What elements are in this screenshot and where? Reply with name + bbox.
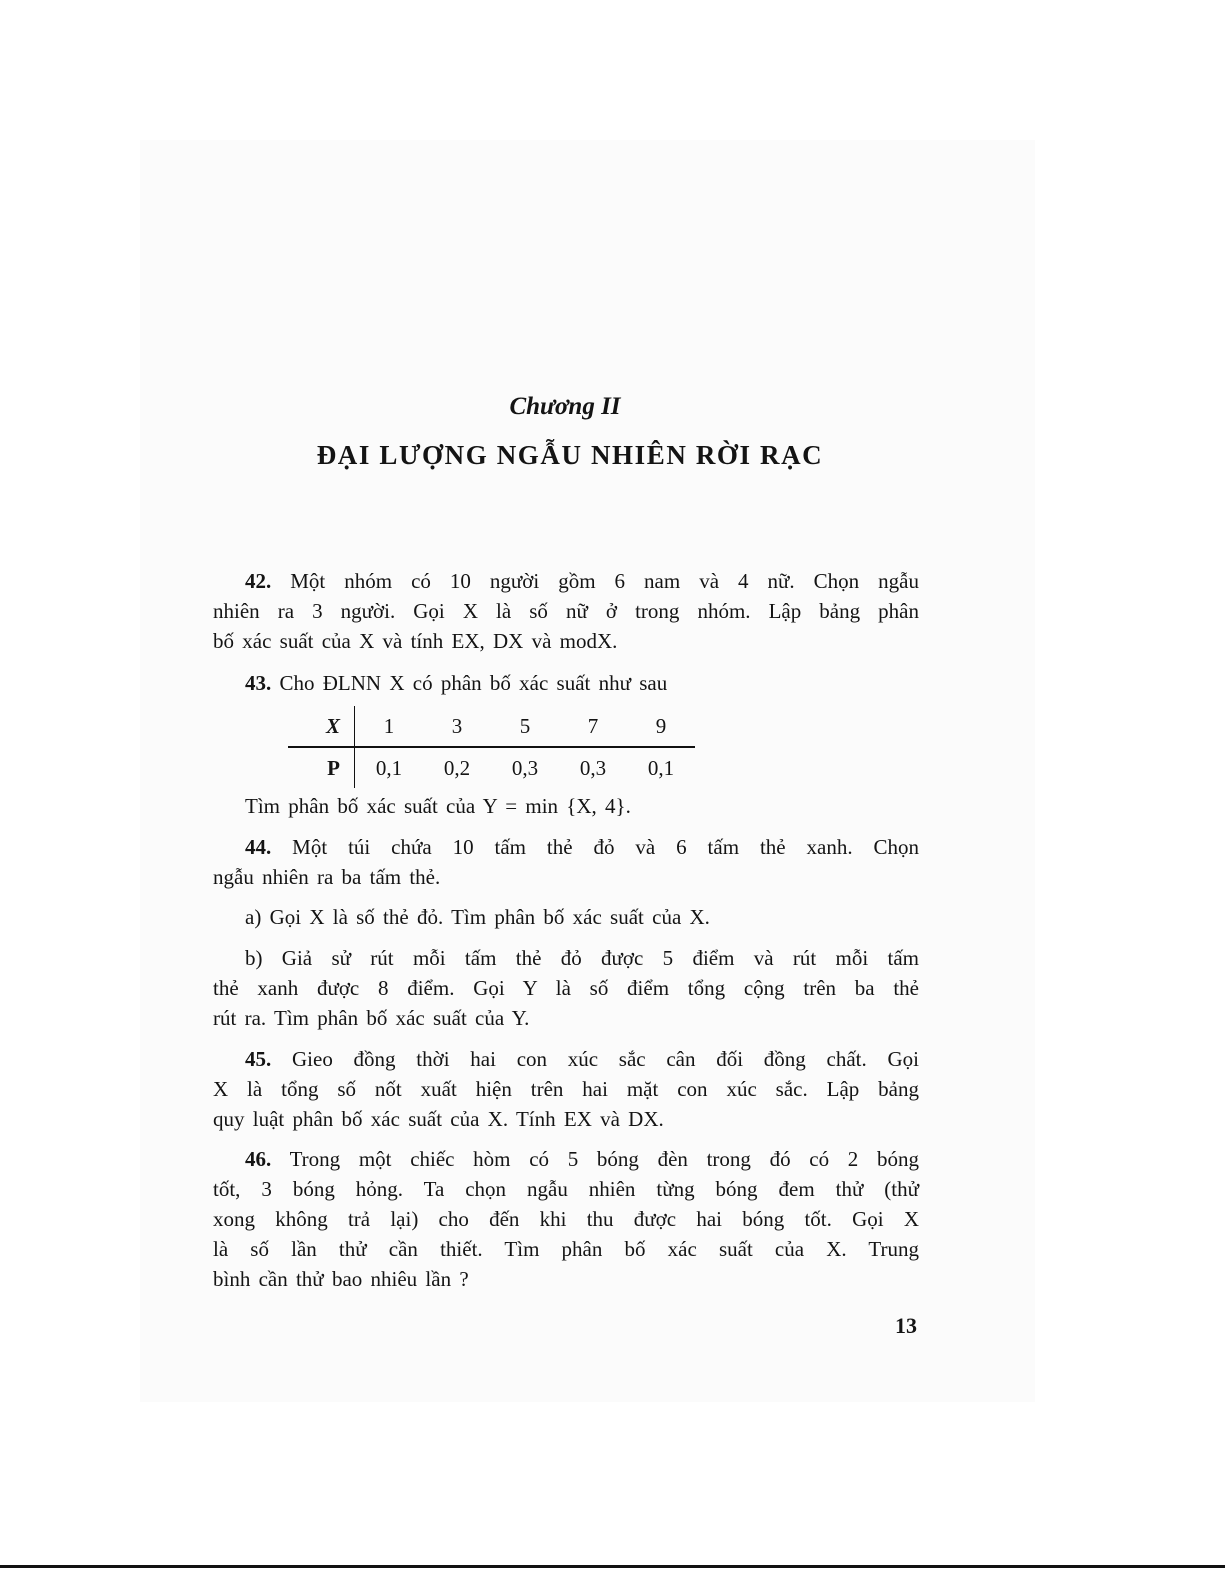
scan-border-line bbox=[0, 1565, 1225, 1568]
table-row-x bbox=[288, 706, 695, 747]
problem-42 bbox=[213, 566, 919, 656]
problem-text-line: là số lần thử cần thiết. Tìm phân bố xác suất của X. Trung bbox=[213, 1237, 919, 1261]
problem-number: 42. bbox=[245, 569, 272, 593]
table-cell: 1 bbox=[355, 706, 424, 747]
problem-text-line: Cho ĐLNN X có phân bố xác suất như sau bbox=[279, 671, 668, 695]
problem-text-line: xong không trả lại) cho đến khi thu được hai bóng tốt. Gọi X bbox=[213, 1207, 919, 1231]
problem-43-question bbox=[213, 791, 919, 821]
table-cell: 0,1 bbox=[647, 755, 675, 780]
problem-46 bbox=[213, 1144, 919, 1294]
problem-text-line: Gieo đồng thời hai con xúc sắc cân đối đồng chất. Gọi bbox=[292, 1047, 920, 1071]
problem-text-line: bình cần thử bao nhiêu lần ? bbox=[213, 1267, 469, 1291]
problem-text-line: bố xác suất của X và tính EX, DX và modX. bbox=[213, 629, 618, 653]
problem-text-line: b) Giả sử rút mỗi tấm thẻ đỏ được 5 điểm và rút mỗi tấm bbox=[245, 946, 919, 970]
problem-text-line: a) Gọi X là số thẻ đỏ. Tìm phân bố xác suất của X. bbox=[245, 905, 710, 929]
problem-text-line: tốt, 3 bóng hỏng. Ta chọn ngẫu nhiên từng bóng đem thử (thử bbox=[213, 1177, 919, 1201]
table-header-p: P bbox=[288, 747, 355, 788]
table-cell: 7 bbox=[559, 706, 627, 747]
table-cell: 3 bbox=[423, 706, 491, 747]
problem-text-line: Một túi chứa 10 tấm thẻ đỏ và 6 tấm thẻ xanh. Chọn bbox=[292, 835, 920, 859]
distribution-table bbox=[288, 706, 695, 788]
problem-text-line: quy luật phân bố xác suất của X. Tính EX và DX. bbox=[213, 1107, 664, 1131]
problem-text-line: thẻ xanh được 8 điểm. Gọi Y là số điểm tổng cộng trên ba thẻ bbox=[213, 976, 919, 1000]
problem-number: 44. bbox=[245, 835, 272, 859]
problem-45 bbox=[213, 1044, 919, 1134]
problem-number: 46. bbox=[245, 1147, 272, 1171]
table-cell: 0,1 bbox=[375, 755, 403, 780]
problem-text-line: nhiên ra 3 người. Gọi X là số nữ ở trong nhóm. Lập bảng phân bbox=[213, 599, 919, 623]
table-cell: 5 bbox=[491, 706, 559, 747]
problem-text-line: Một nhóm có 10 người gồm 6 nam và 4 nữ. Chọn ngẫu bbox=[290, 569, 919, 593]
problem-text-line: Trong một chiếc hòm có 5 bóng đèn trong đó có 2 bóng bbox=[289, 1147, 919, 1171]
problem-text-line: Tìm phân bố xác suất của Y = min {X, 4}. bbox=[245, 794, 631, 818]
table-cell: 0,3 bbox=[511, 755, 539, 780]
table-cell: 0,3 bbox=[579, 755, 607, 780]
problem-number: 43. bbox=[245, 671, 272, 695]
chapter-title: ĐẠI LƯỢNG NGẪU NHIÊN RỜI RẠC bbox=[316, 440, 824, 470]
problem-44-part-b bbox=[213, 943, 919, 1033]
page-number: 13 bbox=[895, 1313, 917, 1338]
problem-text-line: X là tổng số nốt xuất hiện trên hai mặt con xúc sắc. Lập bảng bbox=[213, 1077, 919, 1101]
table-cell: 9 bbox=[627, 706, 695, 747]
problem-43 bbox=[213, 668, 919, 698]
chapter-label: Chương II bbox=[509, 393, 621, 420]
problem-text-line: ngẫu nhiên ra ba tấm thẻ. bbox=[213, 865, 441, 889]
problem-number: 45. bbox=[245, 1047, 272, 1071]
problem-text-line: rút ra. Tìm phân bố xác suất của Y. bbox=[213, 1006, 530, 1030]
table-cell: 0,2 bbox=[443, 755, 471, 780]
table-row-p bbox=[288, 747, 695, 788]
problem-44-part-a bbox=[213, 902, 919, 932]
problem-44 bbox=[213, 832, 919, 892]
table-header-x: X bbox=[288, 706, 355, 747]
